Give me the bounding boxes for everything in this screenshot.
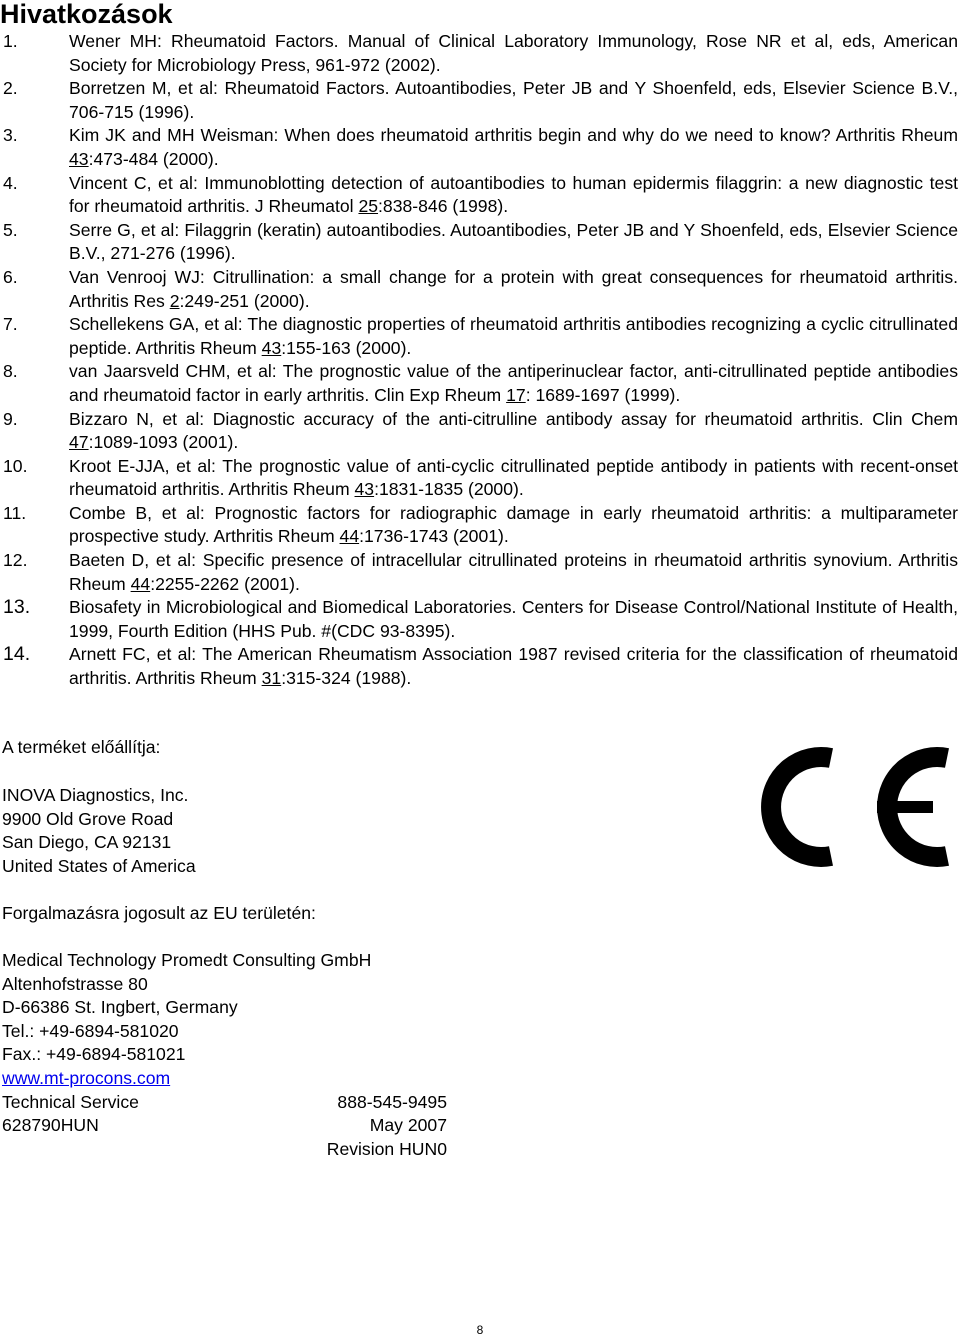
reference-item [0, 549, 958, 596]
manufacturer-label: A terméket előállítja: [2, 737, 161, 757]
reference-segment: :1831-1835 (2000). [374, 479, 524, 500]
manufacturer-address [2, 784, 196, 878]
reference-number: 1. [3, 31, 18, 51]
reference-item [0, 313, 958, 360]
reference-item [0, 643, 958, 690]
reference-volume: 17 [506, 384, 526, 405]
reference-number: 8. [3, 361, 18, 382]
reference-volume: 44 [130, 573, 151, 594]
reference-volume: 25 [358, 196, 379, 217]
reference-segment: :2255-2262 (2001). [150, 573, 300, 594]
reference-item [0, 77, 958, 124]
reference-segment: :249-251 (2000). [179, 290, 310, 311]
manufacturer-city: San Diego, CA 92131 [2, 832, 172, 853]
reference-volume: 43 [354, 479, 375, 500]
reference-segment: :155-163 (2000). [281, 337, 412, 358]
reference-segment: Serre G, et al: Filaggrin (keratin) autoantibodies. Autoantibodies, Peter JB and Y Shoenfeld, eds, Elsevier Science B.V., 271-276 (1996). [69, 219, 958, 264]
reference-segment: Borretzen M, et al: Rheumatoid Factors. Autoantibodies, Peter JB and Y Shoenfeld, eds, Elsevier Science B.V., 706-715 (1996). [69, 78, 958, 122]
reference-number: 2. [3, 78, 18, 99]
reference-item [0, 455, 958, 502]
reference-segment: Baeten D, et al: Specific presence of intracellular citrullinated proteins in rheumatoid arthritis synovium. Arthritis Rheum [69, 550, 958, 594]
manufacturer-name: INOVA Diagnostics, Inc. [2, 785, 189, 805]
reference-number: 11. [3, 502, 27, 523]
website-link[interactable]: www.mt-procons.com [2, 1067, 171, 1088]
reference-segment: Kim JK and MH Weisman: When does rheumatoid arthritis begin and why do we need to know? Arthritis Rheum [69, 125, 958, 146]
reference-number: 4. [3, 172, 18, 193]
reference-number: 6. [3, 266, 18, 287]
reference-segment: van Jaarsveld CHM, et al: The prognostic value of the antiperinuclear factor, anti-citrullinated peptide antibodies and rheumatoid factor in early arthritis. Clin Exp Rheum [69, 361, 958, 405]
eu-rep-label: Forgalmazásra jogosult az EU területén: [2, 903, 316, 923]
reference-volume: 44 [339, 526, 360, 547]
reference-item [0, 266, 958, 313]
eu-rep-block [2, 949, 447, 1161]
eu-rep-city: D-66386 St. Ingbert, Germany [2, 997, 238, 1018]
reference-text [69, 596, 958, 643]
reference-item [0, 360, 958, 407]
reference-text [69, 30, 958, 77]
ce-mark-icon [755, 737, 960, 877]
reference-text [69, 502, 958, 549]
reference-volume: 2 [169, 290, 180, 311]
reference-item [0, 408, 958, 455]
page-title: Hivatkozások [0, 0, 173, 29]
reference-number: 9. [3, 408, 18, 429]
manufacturer-street: 9900 Old Grove Road [2, 808, 174, 829]
reference-text [69, 549, 958, 596]
eu-rep-name: Medical Technology Promedt Consulting GmbH [2, 950, 372, 970]
reference-item [0, 502, 958, 549]
technical-service-phone: 888-545-9495 [337, 1091, 447, 1112]
reference-segment: :473-484 (2000). [88, 148, 219, 169]
reference-volume: 47 [69, 432, 89, 453]
reference-segment: Schellekens GA, et al: The diagnostic properties of rheumatoid arthritis antibodies recognizing a cyclic citrullinated peptide. Arthritis Rheum [69, 314, 958, 358]
reference-item [0, 219, 958, 266]
eu-rep-tel: Tel.: +49-6894-581020 [2, 1020, 179, 1041]
eu-rep-street: Altenhofstrasse 80 [2, 973, 148, 994]
reference-number: 12. [3, 550, 28, 571]
reference-text [69, 408, 958, 455]
reference-segment: Arnett FC, et al: The American Rheumatism Association 1987 revised criteria for the classification of rheumatoid arthritis. Arthritis Rheum [69, 644, 958, 689]
manufacturer-country: United States of America [2, 855, 196, 876]
reference-text [69, 360, 958, 407]
reference-item [0, 596, 958, 643]
technical-service-row [2, 1091, 447, 1115]
reference-item [0, 124, 958, 171]
reference-list [0, 30, 958, 691]
document-code-row [2, 1114, 447, 1138]
reference-text [69, 124, 958, 171]
reference-volume: 31 [261, 668, 282, 689]
reference-segment: Bizzaro N, et al: Diagnostic accuracy of the anti-citrulline antibody assay for rheumatoid arthritis. Clin Chem [69, 408, 958, 429]
eu-rep-fax: Fax.: +49-6894-581021 [2, 1044, 186, 1065]
revision: Revision HUN0 [326, 1138, 447, 1159]
reference-number: 5. [3, 219, 18, 240]
reference-segment: : 1689-1697 (1999). [525, 384, 681, 405]
reference-segment: Van Venrooj WJ: Citrullination: a small change for a protein with great consequences for rheumatoid arthritis. Arthritis Res [69, 266, 958, 311]
reference-text [69, 219, 958, 266]
manufacturer-block [2, 736, 160, 760]
reference-item [0, 172, 958, 219]
technical-service-label: Technical Service [2, 1091, 139, 1112]
reference-number: 10. [3, 455, 28, 476]
reference-text [69, 172, 958, 219]
reference-segment: Biosafety in Microbiological and Biomedical Laboratories. Centers for Disease Control/National Institute of Health, 1999, Fourth Edition (HHS Pub. #(CDC 93-8395). [69, 597, 958, 641]
reference-segment: Wener MH: Rheumatoid Factors. Manual of Clinical Laboratory Immunology, Rose NR et al, eds, American Society for Microbiology Press, 961-972 (2002). [69, 31, 958, 75]
reference-volume: 43 [261, 337, 282, 358]
document-code: 628790HUN [2, 1115, 99, 1136]
reference-text [69, 266, 958, 313]
page-number: 8 [476, 1323, 484, 1337]
reference-segment: Vincent C, et al: Immunoblotting detection of autoantibodies to human epidermis filaggrin: a new diagnostic test for rheumatoid arthritis. J Rheumatol [69, 172, 958, 217]
reference-segment: :315-324 (1988). [281, 668, 412, 689]
reference-number: 7. [3, 314, 18, 335]
reference-segment: :1736-1743 (2001). [359, 526, 509, 547]
reference-number: 14. [3, 643, 31, 666]
reference-item [0, 30, 958, 77]
reference-segment: Combe B, et al: Prognostic factors for radiographic damage in early rheumatoid arthritis: a multiparameter prospective study. Arthritis Rheum [69, 502, 958, 547]
reference-text [69, 455, 958, 502]
reference-number: 3. [3, 125, 18, 146]
reference-number: 13. [3, 596, 31, 619]
reference-segment: Kroot E-JJA, et al: The prognostic value of anti-cyclic citrullinated peptide antibody in patients with recent-onset rheumatoid arthritis. Arthritis Rheum [69, 455, 958, 500]
reference-segment: :838-846 (1998). [378, 196, 509, 217]
eu-rep-heading [2, 902, 316, 926]
reference-segment: :1089-1093 (2001). [88, 432, 239, 453]
reference-text [69, 643, 958, 690]
reference-text [69, 313, 958, 360]
document-date: May 2007 [369, 1115, 447, 1136]
reference-volume: 43 [69, 148, 89, 169]
reference-text [69, 77, 958, 124]
